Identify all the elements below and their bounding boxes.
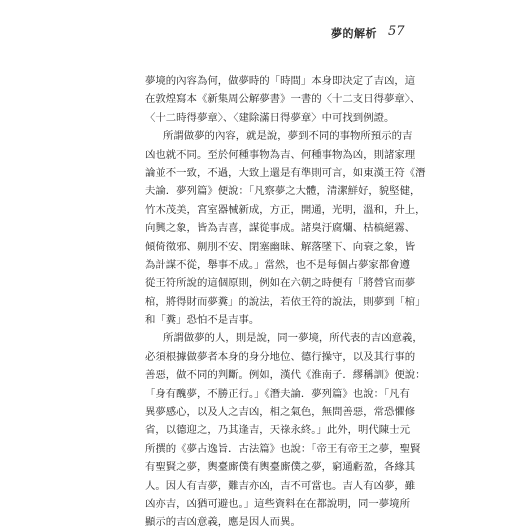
text-line: 「身有醜夢，不勝正行。」《潛夫論．夢列篇》也說：「凡有 (145, 387, 410, 400)
text-line: 夢境的內容為何，做夢時的「時間」本身即決定了吉凶，這 (145, 75, 416, 87)
text-line: 〈十二時得夢章〉、〈建除滿日得夢章〉中可找到例證。 (145, 111, 395, 124)
text-line: 為計謀不從，舉事不成。」當然，也不是每個占夢家都會遵 (145, 258, 410, 271)
page-number: 57 (388, 24, 405, 39)
text-line: 所謂做夢的人，則是說，同一夢境，所代表的吉凶意義， (163, 332, 423, 345)
text-line: 必須根據做夢者本身的身分地位、德行操守，以及其行事的 (145, 350, 416, 363)
paragraph-1 (145, 72, 421, 127)
paragraph-3 (145, 329, 426, 531)
text-line: 夫論．夢列篇》便說：「凡察夢之大體，清潔鮮好，貌堅健， (145, 185, 421, 198)
text-line: 善惡，做不同的判斷。例如，漢代《淮南子．繆稱訓》便說： (145, 369, 426, 382)
text-line: 凶也就不同。至於何種事物為吉、何種事物為凶，則諸家理 (145, 148, 416, 161)
text-line: 和「糞」恐怕不是吉事。 (145, 314, 260, 327)
text-line: 凶亦吉，凶猶可避也。」這些資料在在都說明，同一夢境所 (145, 497, 410, 510)
body-text (145, 72, 426, 532)
text-line: 顯示的吉凶意義，應是因人而異。 (145, 516, 301, 529)
text-line: 異夢感心，以及人之吉凶，相之氣色，無問善惡，常恐懼修 (145, 406, 416, 419)
text-line: 傾倚徵邪、劓刖不安、閉塞幽昧、解落墜下、向衰之象，皆 (145, 240, 416, 253)
text-line: 棺，將得財而夢糞」的說法，若依王符的說法，則夢到「棺」 (145, 295, 426, 308)
text-line: 人。因人有吉夢，難吉亦凶，吉不可當也。吉人有凶夢，雖 (145, 479, 416, 492)
text-line: 所謂做夢的內容，就是說，夢到不同的事物所預示的吉 (163, 130, 413, 143)
running-head (331, 25, 461, 41)
text-line: 在敦煌寫本《新集周公解夢書》一書的〈十二支日得夢章〉、 (145, 93, 421, 106)
paragraph-2 (145, 127, 426, 329)
text-line: 有聖賢之夢，輿臺廝僕有輿臺廝僕之夢，窮通虧盈，各緣其 (145, 461, 416, 474)
text-line: 竹木茂美，宮室器械新成，方正，開通，光明，溫和，升上， (145, 203, 426, 216)
text-line: 論並不一致，不過，大致上還是有準則可言，如東漢王符《潛 (145, 166, 426, 179)
text-line: 所撰的《夢占逸旨．古法篇》也說：「帝王有帝王之夢，聖賢 (145, 442, 421, 455)
text-line: 向興之象，皆為吉喜，謀從事成。諸臭汙腐爛、枯槁絕霧、 (145, 222, 416, 235)
text-line: 省，以德迎之，乃其逢吉，天祿永終。」此外，明代陳士元 (145, 424, 410, 437)
chapter-title: 夢的解析 (331, 27, 377, 40)
text-line: 從王符所說的這個原則，例如在六朝之時便有「將營官而夢 (145, 277, 416, 290)
